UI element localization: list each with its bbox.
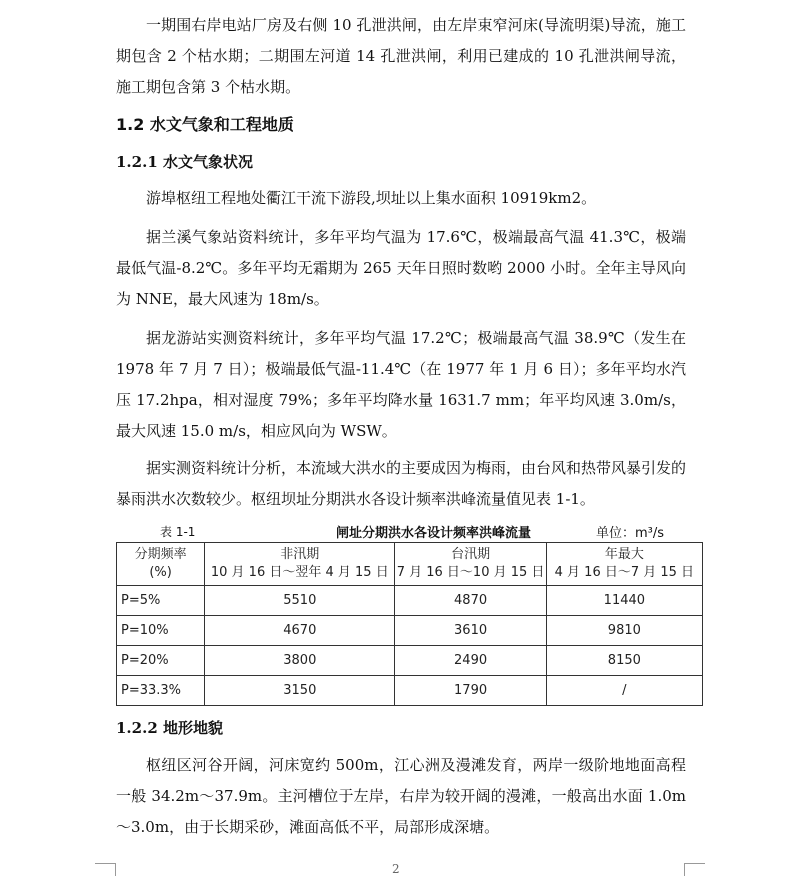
table-row [117,646,703,676]
lanxi-station-paragraph: 据兰溪气象站资料统计，多年平均气温为 17.6℃，极端最高气温 41.3℃，极端最低气温-8.2℃。多年平均无霜期为 265 天年日照时数哟 2000 小时。全年主导风向为 NNE，最大风速为 18m/s。 [116,228,686,308]
table-unit: 单位：m³/s [596,526,665,541]
table-cell: 2490 [395,646,546,676]
flood-analysis-paragraph: 据实测资料统计分析，本流域大洪水的主要成因为梅雨，由台风和热带风暴引发的暴雨洪水次数较少。枢纽坝址分期洪水各设计频率洪峰流量值见表 1-1。 [116,459,687,508]
table-cell: 3610 [395,616,546,646]
header-line1: 非汛期 [280,547,320,562]
table-cell: 11440 [546,586,702,616]
header-line1: 年最大 [604,547,644,562]
table-cell: P=33.3% [117,676,205,706]
longyou-station-paragraph: 据龙游站实测资料统计，多年平均气温 17.2℃；极端最高气温 38.9℃（发生在 1978 年 7 月 7 日）；极端最低气温-11.4℃（在 1977 年 1 月 6 日）；多年平均水汽压 17.2hpa，相对湿度 79%；多年平均降水量 1631.7 mm；年平均风速 3.0m/s，最大风速 15.0 m/s，相应风向为 WSW。 [116,329,686,440]
table-cell: 9810 [546,616,702,646]
subsection-heading-1-2-1: 1.2.1 水文气象状况 [116,153,253,171]
header-annual-max [546,543,702,586]
table-cell: 8150 [546,646,702,676]
table-cell: 4870 [395,586,546,616]
header-typhoon-season [395,543,546,586]
table-title: 闸址分期洪水各设计频率洪峰流量 [336,526,532,541]
section-heading-1-2: 1.2 水文气象和工程地质 [116,115,294,134]
page-number: 2 [392,862,400,876]
table-cell: P=20% [117,646,205,676]
table-cell: 4670 [205,616,395,646]
header-non-flood-season [205,543,395,586]
table-cell: / [546,676,702,706]
flood-peak-table [116,542,703,706]
table-row [117,586,703,616]
table-row [117,676,703,706]
page-corner-mark-left [95,863,116,876]
header-line1: 分期频率 [134,547,187,562]
table-cell: P=10% [117,616,205,646]
table-cell: 3150 [205,676,395,706]
table-row [117,616,703,646]
location-paragraph: 游埠枢纽工程地处衢江干流下游段,坝址以上集水面积 10919km2。 [146,189,597,207]
header-line2: (%) [149,565,172,580]
header-line2: 4 月 16 日～7 月 15 日 [554,565,695,580]
header-line2: 10 月 16 日～翌年 4 月 15 日 [210,565,389,580]
table-caption [116,521,703,543]
table-cell: 5510 [205,586,395,616]
table-cell: 1790 [395,676,546,706]
header-line2: 7 月 16 日～10 月 15 日 [396,565,545,580]
table-cell: 3800 [205,646,395,676]
page-corner-mark-right [684,863,705,876]
header-line1: 台汛期 [451,547,491,562]
table-label: 表 1-1 [160,525,196,539]
intro-paragraph: 一期围右岸电站厂房及右侧 10 孔泄洪闸，由左岸束窄河床(导流明渠)导流，施工期包含 2 个枯水期；二期围左河道 14 孔泄洪闸，利用已建成的 10 孔泄洪闸导流，施工期包含第 3 个枯水期。 [116,16,686,96]
header-period-frequency [117,543,205,586]
table-header-row [117,543,703,586]
subsection-heading-1-2-2: 1.2.2 地形地貌 [116,719,223,737]
terrain-paragraph: 枢纽区河谷开阔，河床宽约 500m，江心洲及漫滩发育，两岸一级阶地地面高程一般 34.2m～37.9m。主河槽位于左岸，右岸为较开阔的漫滩，一般高出水面 1.0m～3.0m，由于长期采砂，滩面高低不平，局部形成深塘。 [116,756,686,836]
table-cell: P=5% [117,586,205,616]
